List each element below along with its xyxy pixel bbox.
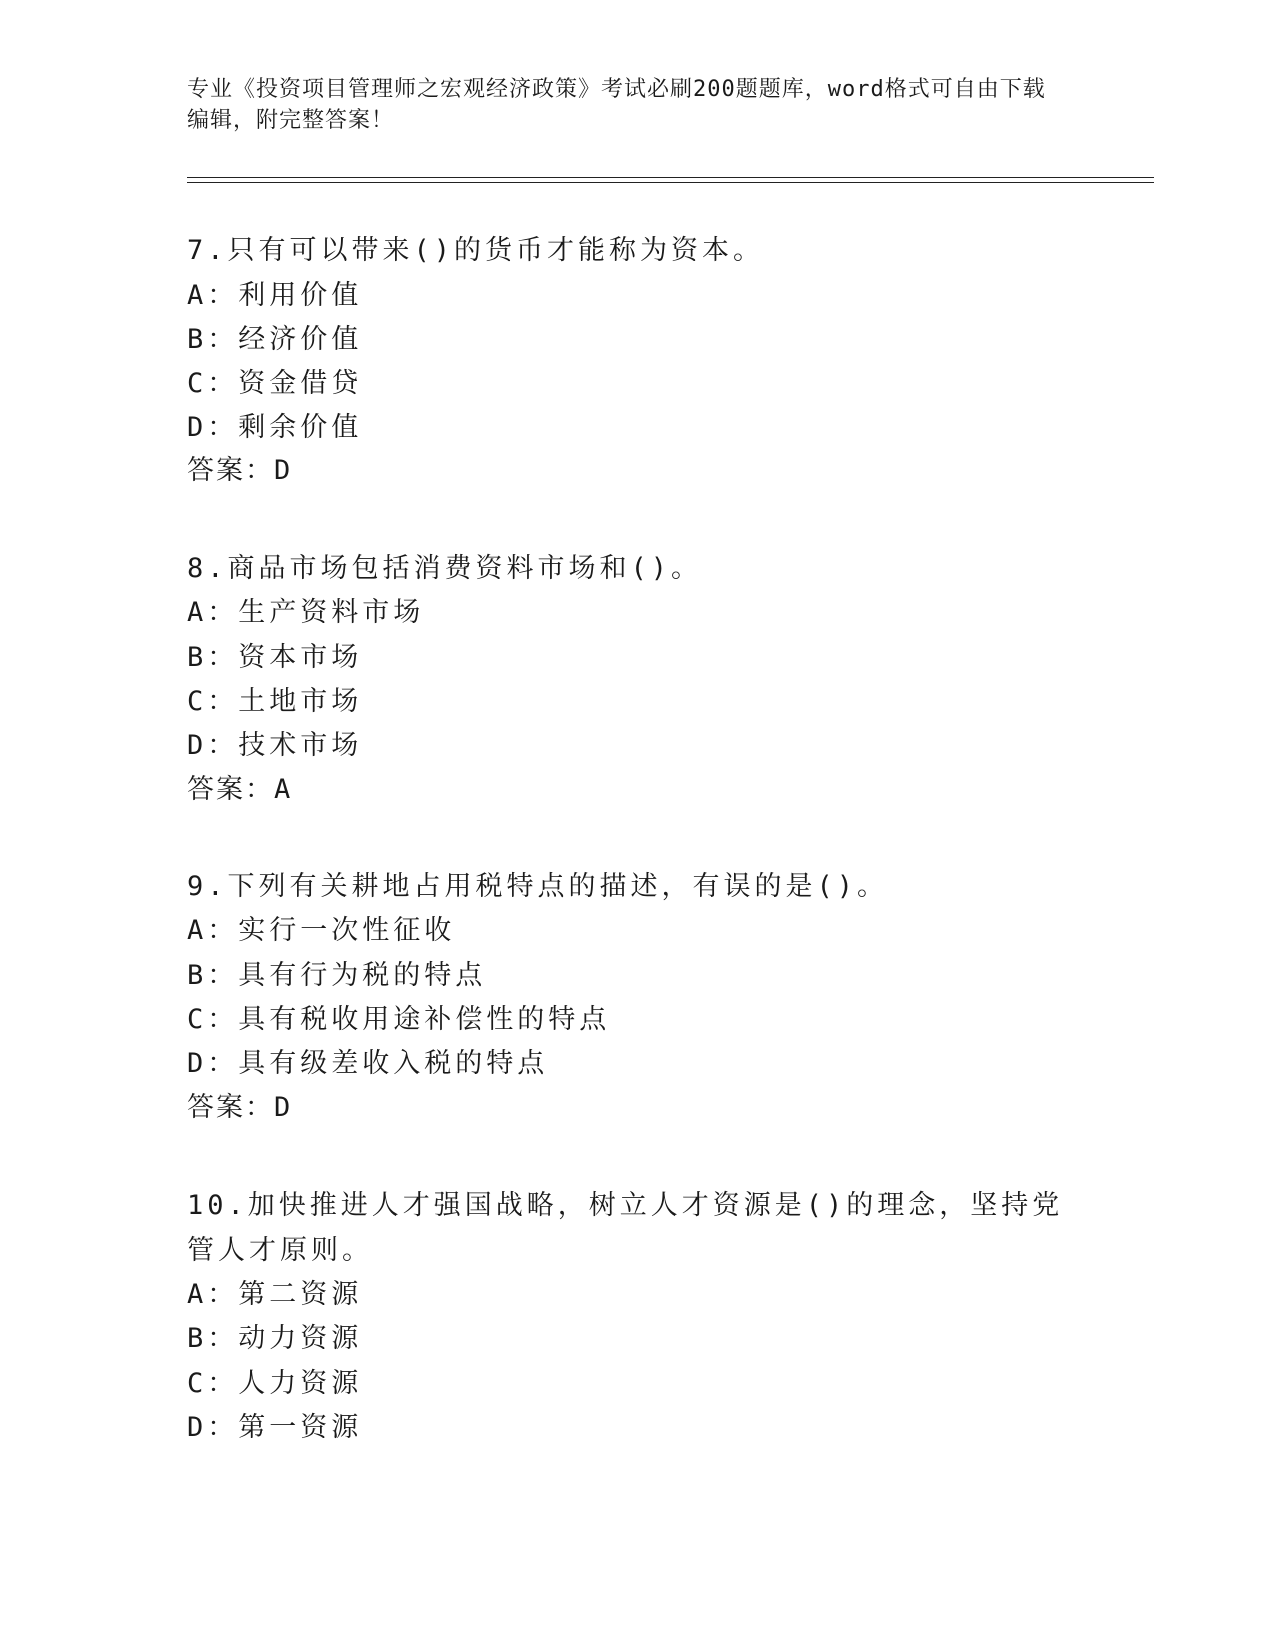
question-7-option-c: C：资金借贷 [187, 368, 363, 399]
question-10-option-c: C：人力资源 [187, 1368, 363, 1399]
question-9-stem: 9.下列有关耕地占用税特点的描述，有误的是()。 [187, 871, 889, 902]
question-9-option-d: D：具有级差收入税的特点 [187, 1048, 549, 1079]
question-9-option-c: C：具有税收用途补偿性的特点 [187, 1004, 611, 1035]
question-7-stem: 7.只有可以带来()的货币才能称为资本。 [187, 235, 765, 266]
question-9-option-b: B：具有行为税的特点 [187, 960, 487, 991]
question-8-option-b: B：资本市场 [187, 642, 363, 673]
question-8-option-d: D：技术市场 [187, 730, 363, 761]
question-8-stem: 8.商品市场包括消费资料市场和()。 [187, 553, 703, 584]
question-10-stem: 10.加快推进人才强国战略，树立人才资源是()的理念，坚持党管人才原则。 [187, 1190, 1064, 1266]
document-header: 专业《投资项目管理师之宏观经济政策》考试必刷200题题库，word格式可自由下载编辑，附完整答案！ [187, 77, 1046, 133]
question-10-option-a: A：第二资源 [187, 1279, 363, 1310]
question-7-answer: 答案：D [187, 455, 293, 486]
question-9-answer: 答案：D [187, 1092, 293, 1123]
header-rule-top [187, 177, 1154, 178]
question-8-option-a: A：生产资料市场 [187, 597, 425, 628]
header-rule-bottom [187, 182, 1154, 183]
question-7-option-b: B：经济价值 [187, 324, 363, 355]
question-7-option-d: D：剩余价值 [187, 412, 363, 443]
question-8-option-c: C：土地市场 [187, 686, 363, 717]
question-9-option-a: A：实行一次性征收 [187, 915, 456, 946]
question-10-option-d: D：第一资源 [187, 1412, 363, 1443]
question-7-option-a: A：利用价值 [187, 280, 363, 311]
question-8-answer: 答案：A [187, 774, 293, 805]
question-10-option-b: B：动力资源 [187, 1323, 363, 1354]
